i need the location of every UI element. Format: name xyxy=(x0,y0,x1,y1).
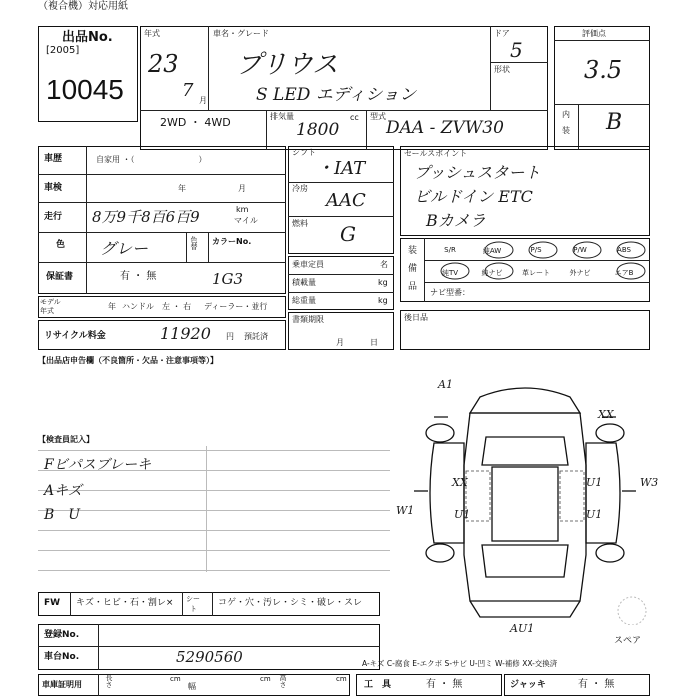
navi-label: ナビ型番： xyxy=(430,288,470,297)
recycle-status: 預託済 xyxy=(244,332,268,341)
color-no-label: カラーNo. xyxy=(212,237,252,246)
seat-label-top: シー xyxy=(186,595,200,603)
displacement-label: 排気量 xyxy=(270,112,294,121)
interior-value: B xyxy=(606,110,623,135)
tools-label: 工 具 xyxy=(364,680,392,690)
equipment-item: 外ナビ xyxy=(569,269,591,277)
damage-mark: XX xyxy=(598,408,614,421)
jack-options: 有 ・ 無 xyxy=(578,679,615,690)
jack-label: ジャッキ xyxy=(510,680,546,690)
score-value: 3.5 xyxy=(584,56,623,84)
month-unit: 月 xyxy=(199,96,207,105)
model-year-unit: 年 xyxy=(108,302,116,311)
name-label: 車名・グレード xyxy=(213,29,269,38)
inspection-label: 車検 xyxy=(44,183,63,193)
height-unit: cm xyxy=(336,675,347,683)
recycle-value: 11920 xyxy=(160,324,211,343)
equipment-item: P/W xyxy=(573,246,587,254)
inspection-month-unit: 月 xyxy=(238,184,246,193)
equipment-item: ABS xyxy=(617,246,631,254)
damage-mark: W1 xyxy=(396,504,415,517)
shift-label: シフト xyxy=(292,148,316,157)
lot-year-tag: [2005] xyxy=(46,45,80,56)
equipment-item: エアB xyxy=(614,269,634,277)
form-title: （複合機）対応用紙 xyxy=(38,1,128,12)
tools-options: 有 ・ 無 xyxy=(426,679,463,690)
cc-unit: cc xyxy=(350,113,359,122)
equipment-item: 純TV xyxy=(441,269,459,277)
docs-label: 書類期限 xyxy=(292,315,324,324)
equipment-circle-marks xyxy=(424,238,650,282)
width-unit: cm xyxy=(260,675,271,683)
equipment-label-2: 備 xyxy=(408,264,418,274)
year-label: 年式 xyxy=(144,29,160,38)
sales-line: ビルドイン ETC xyxy=(414,187,533,206)
spare-label: スペア xyxy=(614,636,642,646)
chassis-label: 車台No. xyxy=(44,652,80,662)
inspector-notes-label: 【検査員記入】 xyxy=(38,435,94,444)
inspector-note: Aキズ xyxy=(44,483,82,499)
equipment-label-1: 装 xyxy=(408,246,418,256)
width-label: 幅 xyxy=(188,682,196,691)
car-grade: S LED エディション xyxy=(256,85,417,105)
dealer-options: ディーラー・並行 xyxy=(204,302,268,311)
score-label: 評価点 xyxy=(582,29,606,38)
warranty-label: 保証書 xyxy=(46,272,74,282)
mileage-value: 8万9千8百6百9 xyxy=(92,208,200,226)
extra-label: 後日品 xyxy=(404,313,428,322)
interior-label-top: 内 xyxy=(562,110,570,119)
seat-label-bottom: ト xyxy=(190,605,197,613)
capacity-label: 乗車定員 xyxy=(292,260,324,269)
km-unit: km xyxy=(236,205,249,214)
sales-line: プッシュスタート xyxy=(414,163,541,182)
inspection-year-unit: 年 xyxy=(178,184,186,193)
shape-label: 形状 xyxy=(494,65,510,74)
lot-number: 10045 xyxy=(46,74,124,105)
chassis-value: 5290560 xyxy=(176,648,243,666)
handle-options: ハンドル 左 ・ 右 xyxy=(122,302,192,311)
interior-label-bottom: 装 xyxy=(562,126,570,135)
capacity-unit: 名 xyxy=(380,260,388,269)
inspector-note: Fビパスブレーキ xyxy=(44,457,152,473)
fuel-label: 燃料 xyxy=(292,219,308,228)
recycle-unit: 円 xyxy=(226,332,234,341)
height-label: 高さ xyxy=(279,674,287,688)
door-label: ドア xyxy=(494,29,510,38)
seller-notes-label: 【出品店申告欄（不良箇所・欠品・注意事項等）】 xyxy=(38,356,218,365)
damage-mark: AU1 xyxy=(510,622,535,635)
month-value: 7 xyxy=(182,80,194,101)
drive-type: 2WD ・ 4WD xyxy=(160,116,231,129)
mile-unit: マイル xyxy=(234,216,258,225)
reg-label: 登録No. xyxy=(44,630,80,640)
equipment-item: P/S xyxy=(530,246,542,254)
recycle-label: リサイクル料金 xyxy=(44,331,106,341)
sales-label: セールスポイント xyxy=(404,149,468,158)
damage-mark: U1 xyxy=(454,508,471,521)
fuel-value: G xyxy=(340,222,356,246)
load-unit: kg xyxy=(378,278,388,287)
inspector-note: B U xyxy=(44,507,81,523)
gross-label: 総重量 xyxy=(292,296,316,305)
model-label: 型式 xyxy=(370,112,386,121)
damage-mark: U1 xyxy=(586,476,603,489)
length-label: 長さ xyxy=(105,674,113,688)
fw-items: キズ・ヒビ・石・割レ× xyxy=(76,598,174,608)
docs-day: 日 xyxy=(370,338,378,347)
displacement-value: 1800 xyxy=(296,120,340,140)
mileage-label: 走行 xyxy=(44,212,63,222)
model-value: DAA - ZVW30 xyxy=(386,118,504,138)
door-value: 5 xyxy=(510,38,523,62)
equipment-label-3: 品 xyxy=(408,282,418,292)
ac-label: 冷房 xyxy=(292,184,308,193)
model-year-label-bottom: 年式 xyxy=(40,307,54,315)
equipment-item: 純ナビ xyxy=(481,269,503,277)
history-options: 自家用 ・（ ） xyxy=(96,155,207,164)
color-no-value: 1G3 xyxy=(212,270,244,288)
color-value: グレー xyxy=(100,239,149,258)
history-label: 車歴 xyxy=(44,154,63,164)
damage-mark: A1 xyxy=(438,378,453,391)
length-unit: cm xyxy=(170,675,181,683)
model-year-label-top: モデル xyxy=(40,298,61,306)
car-name: プリウス xyxy=(236,50,339,80)
docs-month: 月 xyxy=(336,338,344,347)
fw-label: FW xyxy=(44,598,61,608)
extra-box xyxy=(400,310,650,350)
seat-items: コゲ・穴・汚レ・シミ・破レ・スレ xyxy=(218,598,363,608)
damage-mark: XX xyxy=(452,476,468,489)
shift-value: ・IAT xyxy=(316,158,366,179)
cert-label: 車庫証明用 xyxy=(42,680,82,689)
sales-line: Bカメラ xyxy=(426,211,486,230)
ac-value: AAC xyxy=(326,190,366,211)
equipment-item: 革レート xyxy=(522,269,550,277)
load-label: 積載量 xyxy=(292,278,316,287)
equipment-item: 純AW xyxy=(482,247,502,255)
gross-unit: kg xyxy=(378,296,388,305)
damage-legend: A-キズ C-腐食 E-エクボ S-サビ U-凹ミ W-補修 XX-交換済 xyxy=(362,659,558,668)
color-label: 色 xyxy=(56,240,66,250)
lot-label: 出品No. xyxy=(62,30,113,45)
warranty-options: 有 ・ 無 xyxy=(120,271,157,282)
color-swap-label: 色替 xyxy=(190,236,198,250)
damage-mark: W3 xyxy=(640,476,659,489)
year-value: 23 xyxy=(148,50,179,78)
equipment-item: S/R xyxy=(444,246,456,254)
damage-mark: U1 xyxy=(586,508,603,521)
